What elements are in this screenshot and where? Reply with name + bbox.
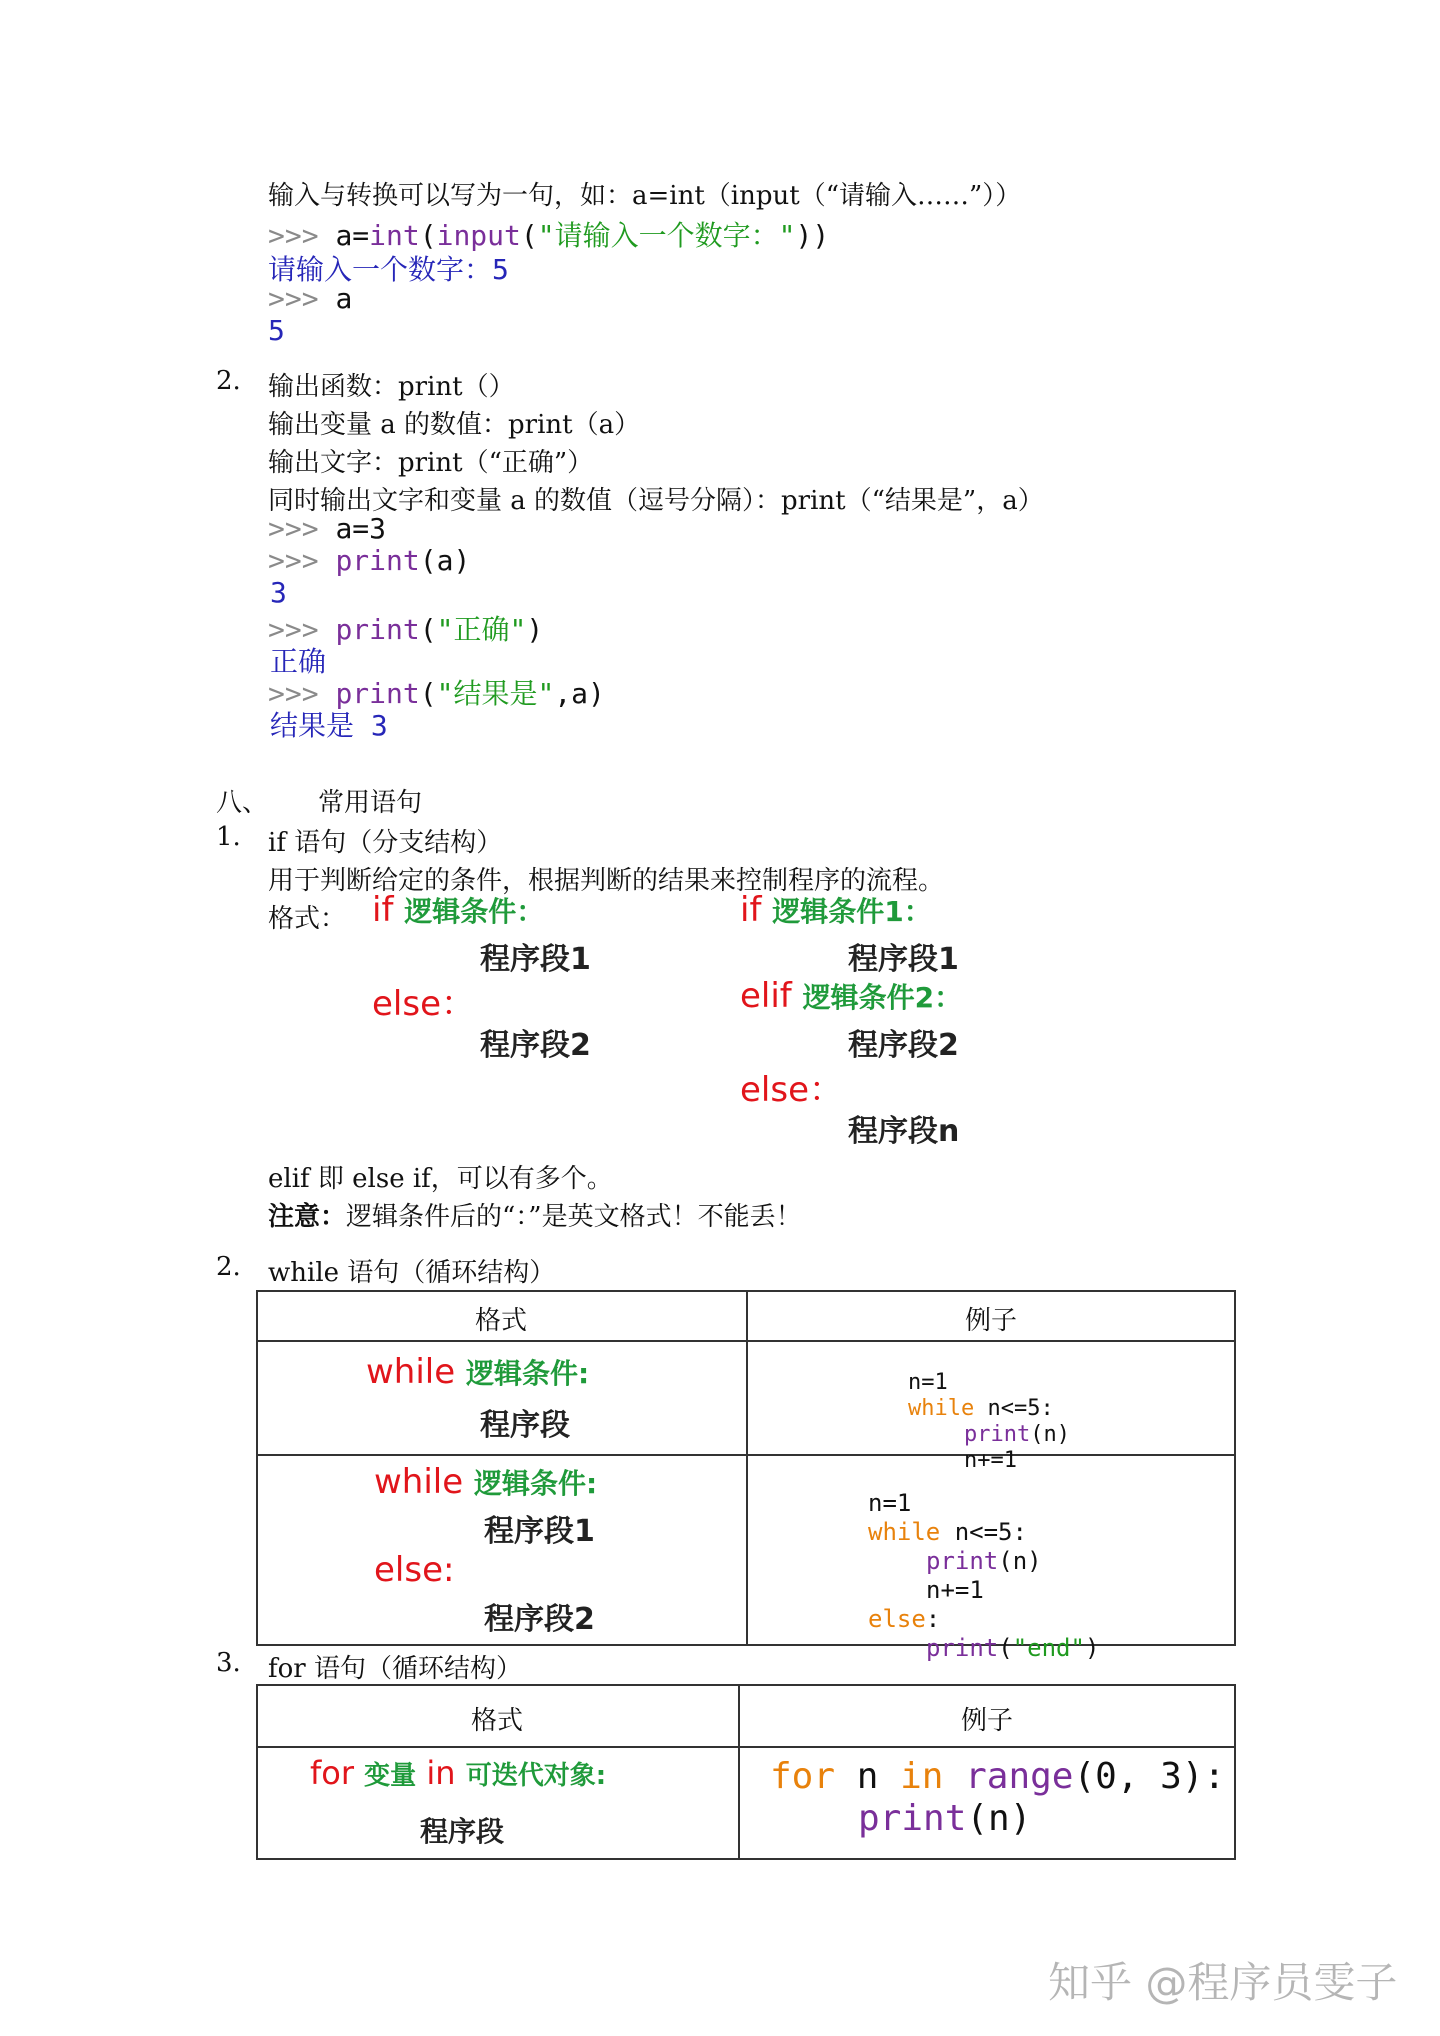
range-keyword: range (943, 1756, 1074, 1797)
print-keyword: print (926, 1634, 999, 1662)
code-text: (n) (998, 1547, 1042, 1575)
note-label: 注意： (268, 1202, 347, 1232)
program-segment: 程序段 (420, 1815, 505, 1848)
table-divider (256, 1746, 1236, 1748)
table-header-example: 例子 (964, 1306, 1017, 1336)
list-number: 3. (216, 1648, 241, 1678)
paren: )) (795, 219, 830, 252)
print-keyword: print (858, 1798, 967, 1839)
while-format-line (366, 1352, 589, 1392)
code-line (868, 1547, 1099, 1576)
program-segment: 程序段1 (480, 942, 591, 977)
code-line (908, 1422, 1070, 1448)
output-line: 3 (270, 576, 287, 609)
prompt: >>> (268, 512, 336, 545)
colon-note (268, 1196, 802, 1233)
in-keyword: in (900, 1756, 944, 1797)
print-keyword: print (335, 613, 420, 646)
prompt: >>> (268, 219, 336, 252)
code-text: a= (335, 219, 370, 252)
section-number: 八、 (216, 788, 269, 818)
while-title: while 语句（循环结构） (268, 1258, 556, 1288)
else-keyword: else： (372, 984, 475, 1024)
output-value: 5 (492, 253, 509, 286)
for-title: for 语句（循环结构） (268, 1654, 522, 1684)
if-format-left-line1 (372, 890, 544, 930)
code-line (868, 1605, 1099, 1634)
code-text: (a) (419, 544, 471, 577)
code-text: a (335, 282, 353, 315)
condition-text: 逻辑条件2： (802, 981, 963, 1014)
int-keyword: int (369, 219, 420, 252)
else-keyword: else： (740, 1070, 843, 1110)
output-desc-2: 输出文字：print（“正确”） (268, 448, 594, 478)
paren: ) (1084, 1634, 1100, 1662)
print-keyword: print (926, 1547, 999, 1575)
code-text: : (925, 1605, 941, 1633)
program-segment: 程序段2 (480, 1028, 591, 1063)
for-keyword: for (310, 1754, 354, 1792)
if-keyword: if (740, 890, 762, 930)
while-format-line (374, 1462, 597, 1502)
input-keyword: input (436, 219, 521, 252)
string-literal: "请输入一个数字：" (537, 219, 796, 252)
in-keyword: in (426, 1754, 456, 1792)
code-line (268, 544, 470, 577)
list-number: 1. (216, 822, 241, 852)
list-number: 2. (216, 366, 241, 396)
code-text: n<=5: (974, 1396, 1054, 1421)
program-segment: 程序段 (480, 1408, 570, 1443)
paren: ( (998, 1634, 1013, 1662)
code-text: : (1203, 1756, 1226, 1797)
program-segment: 程序段1 (848, 942, 959, 977)
else-keyword: else (868, 1605, 926, 1633)
iterable-text: 可迭代对象: (465, 1761, 607, 1791)
code-line (268, 512, 386, 545)
code-text: n (835, 1756, 901, 1797)
condition-text: 逻辑条件: (473, 1467, 598, 1500)
print-keyword: print (335, 544, 420, 577)
paren: ( (419, 219, 437, 252)
program-segment: 程序段2 (848, 1028, 959, 1063)
code-line: n=1 (868, 1489, 912, 1517)
table-divider (746, 1290, 748, 1646)
paren: ( (419, 613, 437, 646)
output-line: 正确 (270, 645, 327, 678)
prompt: >>> (268, 677, 336, 710)
list-number: 2. (216, 1252, 241, 1282)
code-line (868, 1518, 1099, 1547)
print-keyword: print (335, 677, 420, 710)
code-text: (0, 3) (1073, 1756, 1204, 1797)
code-text: n<=5: (940, 1518, 1027, 1546)
code-line (868, 1634, 1099, 1663)
prompt: >>> (268, 544, 336, 577)
program-segment: 程序段2 (484, 1602, 595, 1637)
if-keyword: if (372, 890, 394, 930)
code-line: n=1 (908, 1370, 948, 1395)
if-format-right-line1 (740, 890, 932, 930)
table-header-format: 格式 (474, 1306, 527, 1336)
elif-note: elif 即 else if，可以有多个。 (268, 1164, 613, 1194)
condition-text: 逻辑条件1： (772, 895, 932, 928)
table-divider (256, 1340, 1236, 1342)
while-keyword: while (374, 1462, 464, 1502)
output-desc-1: 输出变量 a 的数值：print（a） (268, 410, 641, 440)
prompt: >>> (268, 613, 336, 646)
output-title: 输出函数：print（） (268, 372, 515, 402)
code-line: n+=1 (964, 1448, 1017, 1473)
variable-text: 变量 (364, 1761, 417, 1791)
while-keyword: while (366, 1352, 456, 1392)
elif-keyword: elif (740, 976, 792, 1016)
for-keyword: for (770, 1756, 836, 1797)
input-intro: 输入与转换可以写为一句，如：a=int（input（“请输入……”）） (268, 181, 1022, 211)
string-literal: "正确" (436, 613, 527, 646)
table-header-format: 格式 (470, 1706, 523, 1736)
format-label: 格式： (268, 904, 347, 934)
else-keyword: else: (374, 1550, 455, 1590)
string-literal: "end" (1012, 1634, 1085, 1662)
code-text: (n) (1030, 1422, 1070, 1447)
paren: ( (520, 219, 538, 252)
section-title: 常用语句 (318, 788, 423, 818)
string-literal: "结果是" (436, 677, 555, 710)
for-example-line1 (770, 1756, 1225, 1797)
condition-text: 逻辑条件: (465, 1357, 590, 1390)
condition-text: 逻辑条件： (404, 895, 545, 928)
prompt: >>> (268, 282, 336, 315)
watermark: 知乎 @程序员雯子 (1048, 1958, 1398, 2007)
code-line-a (268, 282, 352, 315)
if-title: if 语句（分支结构） (268, 828, 503, 858)
while-keyword: while (868, 1518, 941, 1546)
note-text: 逻辑条件后的“：”是英文格式！不能丢！ (346, 1202, 802, 1232)
code-line (908, 1396, 1070, 1422)
code-line: n+=1 (926, 1576, 984, 1604)
paren: ( (419, 677, 437, 710)
table-divider (256, 1454, 1236, 1456)
output-line: 5 (268, 314, 285, 347)
code-text: ,a) (554, 677, 605, 710)
for-format-line (310, 1754, 606, 1792)
if-desc: 用于判断给定的条件，根据判断的结果来控制程序的流程。 (268, 866, 945, 896)
for-example-line2 (858, 1798, 1031, 1839)
table-header-example: 例子 (960, 1706, 1013, 1736)
program-segment: 程序段n (848, 1114, 960, 1149)
code-text: (n) (966, 1798, 1032, 1839)
elif-line (740, 976, 962, 1016)
output-desc-3: 同时输出文字和变量 a 的数值（逗号分隔）：print（“结果是”，a） (268, 486, 1044, 516)
program-segment: 程序段1 (484, 1514, 595, 1549)
while-example-2 (868, 1460, 1099, 1692)
output-label: 请输入一个数字： (268, 253, 493, 286)
while-keyword: while (908, 1396, 975, 1421)
code-text: a=3 (335, 512, 387, 545)
output-line: 结果是 3 (270, 709, 388, 742)
print-keyword: print (964, 1422, 1031, 1447)
paren: ) (526, 613, 544, 646)
